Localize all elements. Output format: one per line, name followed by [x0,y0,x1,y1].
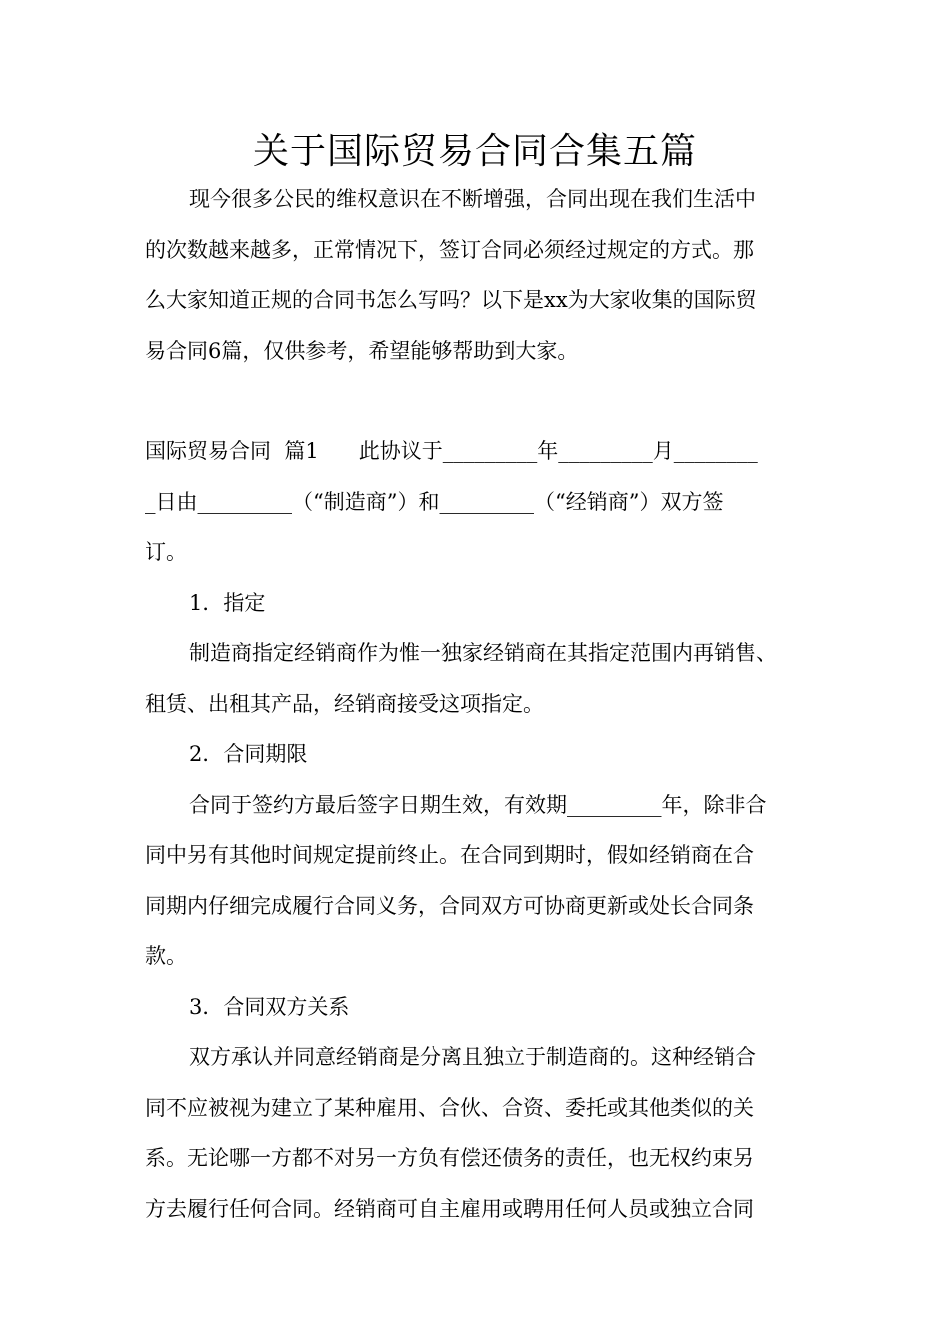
section1-line-1: 国际贸易合同 篇1 此协议于_________年_________月________ [145,439,758,463]
clause-2-line-3: 同期内仔细完成履行合同义务，合同双方可协商更新或处长合同条 [145,893,754,918]
clause-2-heading: 2．合同期限 [189,742,308,766]
clause-2-line-1: 合同于签约方最后签字日期生效，有效期_________年，除非合 [189,792,767,817]
document-body [145,174,809,1234]
clause-3-line-1: 双方承认并同意经销商是分离且独立于制造商的。这种经销合 [189,1045,756,1069]
clause-2-line-2: 同中另有其他时间规定提前终止。在合同到期时，假如经销商在合 [145,843,754,867]
document-title: 关于国际贸易合同合集五篇 [252,131,697,172]
clause-3-line-4: 方去履行任何合同。经销商可自主雇用或聘用任何人员或独立合同 [145,1196,754,1221]
clause-2-line-4: 款。 [145,944,187,968]
clause-1-line-1: 制造商指定经销商作为惟一独家经销商在其指定范围内再销售、 [189,641,777,665]
paragraph-gap [145,376,809,426]
intro-line-3: 么大家知道正规的合同书怎么写吗？以下是xx为大家收集的国际贸 [145,288,757,312]
intro-line-4: 易合同6篇，仅供参考，希望能够帮助到大家。 [145,338,579,363]
clause-3-line-3: 系。无论哪一方都不对另一方负有偿还债务的责任，也无权约束另 [145,1146,754,1170]
intro-line-2: 的次数越来越多，正常情况下，签订合同必须经过规定的方式。那 [145,237,754,262]
intro-line-1: 现今很多公民的维权意识在不断增强，合同出现在我们生活中 [189,187,756,211]
clause-3-line-2: 同不应被视为建立了某种雇用、合伙、合资、委托或其他类似的关 [145,1095,754,1120]
clause-3-heading: 3．合同双方关系 [189,994,350,1019]
section1-line-3: 订。 [145,540,187,564]
section1-line-2: _日由_________（“制造商”）和_________（“经销商”）双方签 [145,489,724,514]
clause-1-heading: 1．指定 [189,590,266,615]
clause-1-line-2: 租赁、出租其产品，经销商接受这项指定。 [145,691,544,716]
